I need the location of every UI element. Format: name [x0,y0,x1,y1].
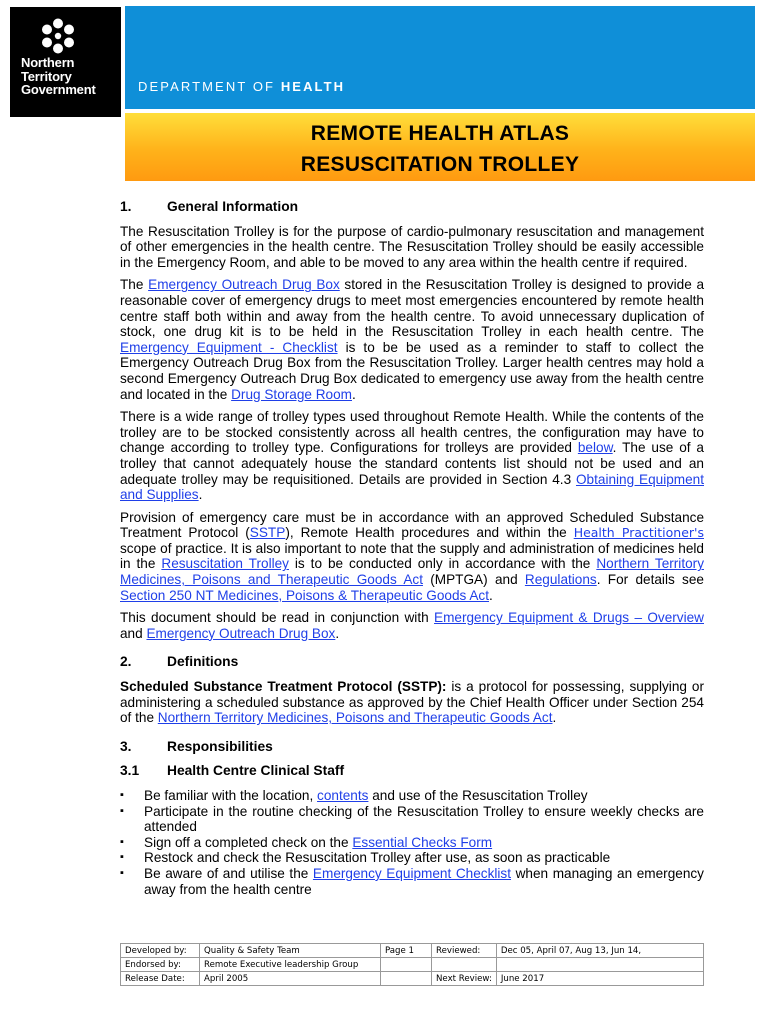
text: There is a wide range of trolley types used throughout Remote Health. While the contents of the trolley are to be stocked consistently across all health centres, the configuration may have to change according to trolley type. Configurations for trolleys are provided [120,409,704,456]
link-health-practitioner[interactable]: Health Practitioner's [573,525,704,541]
logo-line-1: Northern [21,55,75,70]
text: Be familiar with the location, [144,788,318,803]
developed-value: Quality & Safety Team [200,944,381,958]
text: Participate in the routine checking of the Resuscitation Trolley to ensure weekly checks are attended [144,803,704,835]
text: . [489,587,493,603]
flower-emblem-icon [40,18,76,54]
link-emergency-equipment-checklist-2[interactable]: Emergency Equipment Checklist [312,865,512,881]
link-obtaining-equipment[interactable]: Obtaining Equipment and Supplies [120,471,704,503]
definition-term: Scheduled Substance Treatment Protocol (SSTP): [120,679,447,695]
department-bold: HEALTH [280,79,346,94]
logo-line-3: Government [21,82,96,97]
release-value: April 2005 [200,972,381,986]
developed-label: Developed by: [121,944,200,958]
section-3-heading [120,739,704,755]
document-title [125,118,755,180]
link-nt-medicines-act[interactable]: Northern Territory Medicines, Poisons and Therapeutic Goods Act [120,556,704,588]
text: . The use of a trolley that cannot adequately house the standard contents list should not be used and an adequate trolley may be requisitioned. Details are provided in Section 4.3 [120,440,704,487]
text: Sign off a completed check on the [144,834,353,850]
text: and use of the Resuscitation Trolley [368,788,588,803]
section-title: Responsibilities [167,738,273,754]
section-number: 3.1 [120,763,140,779]
text: ), Remote Health procedures and within the [285,525,574,541]
text: The [120,277,149,293]
list-item [120,835,704,851]
link-below[interactable]: below [577,440,613,456]
paragraph-1: The Resuscitation Trolley is for the purpose of cardio-pulmonary resuscitation and management of other emergencies in the health centre. The Resuscitation Trolley should be easily accessible in the Emergency Room, and able to be moved to any area within the health centre if required. [120,223,704,270]
department-prefix: DEPARTMENT OF [138,79,281,94]
section-number: 2. [120,654,132,670]
link-emergency-outreach-drug-box[interactable]: Emergency Outreach Drug Box [148,277,340,293]
responsibilities-list [120,788,704,897]
empty-cell [381,958,432,972]
text: . For details see [596,572,704,588]
link-regulations[interactable]: Regulations [524,572,597,588]
section-3-1-heading [120,763,704,779]
title-line-2: RESUSCITATION TROLLEY [300,153,580,176]
text: when managing an emergency away from the health centre [144,865,704,897]
text: Be aware of and utilise the [144,865,313,881]
release-label: Release Date: [121,972,200,986]
section-2-heading [120,654,704,670]
link-contents[interactable]: contents [317,788,369,803]
document-body [120,199,704,897]
logo-text [21,56,96,97]
section-number: 3. [120,738,132,754]
section-title: Health Centre Clinical Staff [167,763,345,779]
text: . [198,487,203,503]
link-resuscitation-trolley[interactable]: Resuscitation Trolley [161,556,289,572]
link-section-250[interactable]: Section 250 NT Medicines, Poisons & Therapeutic Goods Act [120,587,489,603]
logo-line-2: Territory [21,68,72,84]
paragraph-3 [120,409,704,503]
text: is to be conducted only in accordance with the [288,556,597,572]
section-1-heading [120,199,704,215]
link-nt-medicines-act-2[interactable]: Northern Territory Medicines, Poisons and Therapeutic Goods Act [157,710,553,726]
list-item [120,866,704,897]
section-title: Definitions [167,654,239,670]
text: This document should be read in conjunction with [120,610,435,626]
header-bar [125,6,755,109]
nt-government-logo [10,7,121,117]
text: (MPTGA) and [422,572,525,588]
paragraph-definition [120,679,704,726]
next-review-value: June 2017 [496,972,703,986]
link-emergency-outreach-drug-box-2[interactable]: Emergency Outreach Drug Box [146,625,336,641]
section-title: General Information [167,199,299,214]
text: Restock and check the Resuscitation Trolley after use, as soon as practicable [144,850,611,866]
document-footer-table [120,943,704,986]
text: and [120,625,147,641]
text: scope of practice. It is also important to note that the supply and administration of medicines held in the [120,540,704,572]
endorsed-value: Remote Executive leadership Group [200,958,381,972]
empty-cell [381,972,432,986]
link-emergency-equipment-checklist[interactable]: Emergency Equipment - Checklist [120,339,338,355]
text: stored in the Resuscitation Trolley is designed to provide a reasonable cover of emergency drugs to meet most emergencies encountered by remote health centre staff both within and away from the health centre. To avoid unnecessary duplication of stock, one drug kit is to be held in the Resuscitation Trolley in each health centre. The [120,277,705,340]
list-item [120,850,704,866]
paragraph-5 [120,610,704,641]
link-emergency-equipment-drugs-overview[interactable]: Emergency Equipment & Drugs – Overview [434,610,704,626]
paragraph-2 [120,277,704,402]
link-essential-checks-form[interactable]: Essential Checks Form [352,834,493,850]
text: is a protocol for possessing, supplying or administering a scheduled substance as approved by the Chief Health Officer under Section 254 of the [120,679,704,726]
list-item [120,788,704,804]
reviewed-label: Reviewed: [432,944,497,958]
reviewed-value: Dec 05, April 07, Aug 13, Jun 14, [496,944,703,958]
paragraph-4 [120,510,704,604]
text: . [335,625,340,641]
empty-cell [496,958,703,972]
title-banner [125,113,755,181]
link-sstp[interactable]: SSTP [249,525,286,541]
endorsed-label: Endorsed by: [121,958,200,972]
department-name [138,79,345,94]
list-item [120,804,704,835]
link-drug-storage-room[interactable]: Drug Storage Room [231,386,352,402]
next-review-label: Next Review: [432,972,497,986]
empty-cell [432,958,497,972]
section-number: 1. [120,199,132,214]
text: Provision of emergency care must be in accordance with an approved Scheduled Substance Treatment Protocol ( [120,509,704,541]
title-line-1: REMOTE HEALTH ATLAS [310,122,570,145]
text: . [552,710,557,726]
text: is to be be used as a reminder to staff to collect the Emergency Outreach Drug Box from the Resuscitation Trolley. Larger health centres may hold a second Emergency Outreach Drug Box dedicated to emergency use away from the health centre and located in the [120,339,704,402]
text: . [352,386,356,402]
page-number: Page 1 [381,944,432,958]
